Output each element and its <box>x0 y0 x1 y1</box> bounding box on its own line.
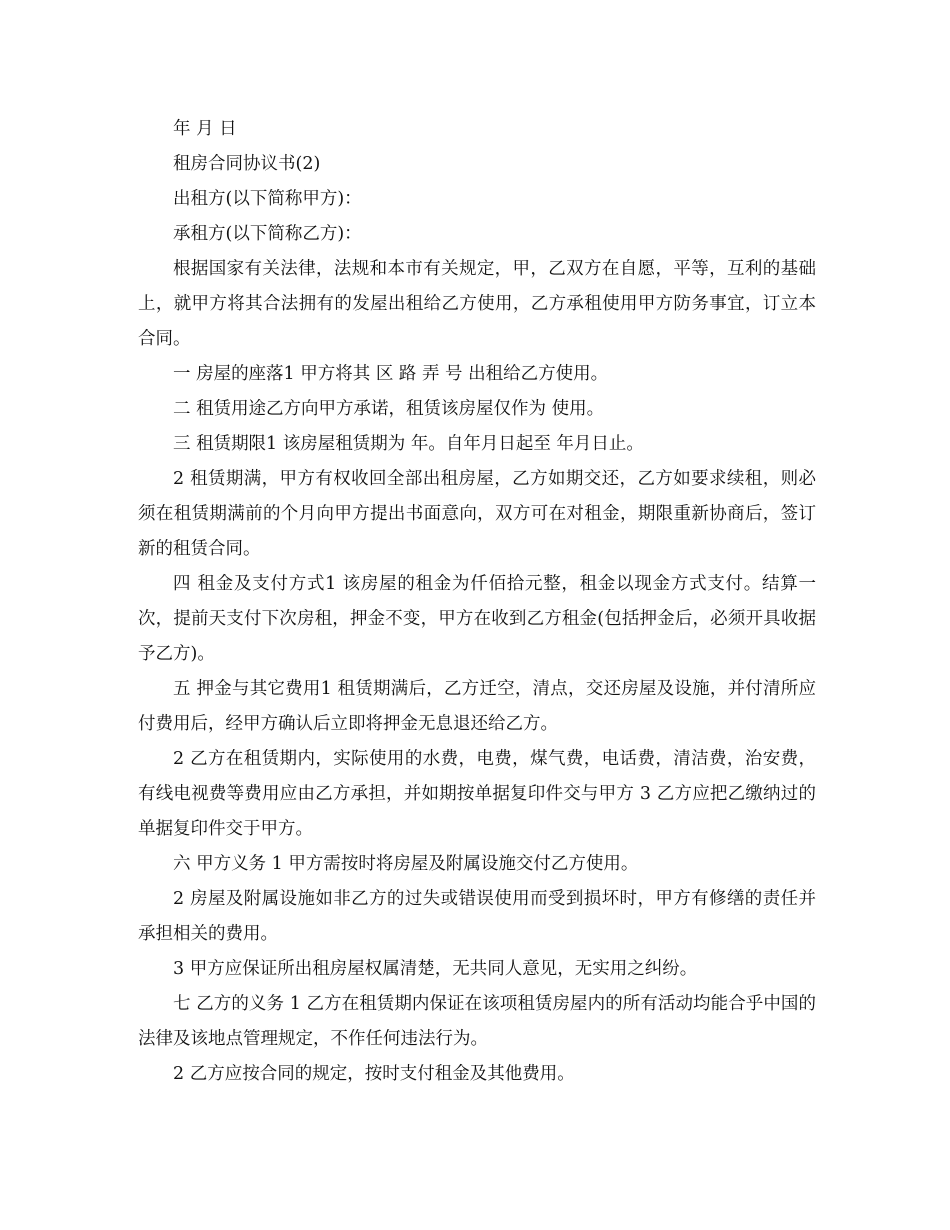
clause-5-utilities: 2 乙方在租赁期内，实际使用的水费，电费，煤气费，电话费，清洁费，治安费，有线电视费等费用应由乙方承担，并如期按单据复印件交与甲方 3 乙方应把乙缴纳过的单据复印件交于甲方。 <box>138 749 816 839</box>
clause-3-renewal: 2 租赁期满，甲方有权收回全部出租房屋，乙方如期交还，乙方如要求续租，则必须在租赁期满前的个月向甲方提出书面意向，双方可在对租金，期限重新协商后，签订新的租赁合同。 <box>138 469 816 559</box>
document-page <box>138 112 816 1092</box>
clause-7-lessee-duty-1: 七 乙方的义务 1 乙方在租赁期内保证在该项租赁房屋内的所有活动均能合乎中国的法律及该地点管理规定，不作任何违法行为。 <box>138 994 816 1049</box>
clause-6-lessor-duty-3: 3 甲方应保证所出租房屋权属清楚，无共同人意见，无实用之纠纷。 <box>173 959 698 979</box>
clause-5-deposit: 五 押金与其它费用1 租赁期满后，乙方迁空，清点，交还房屋及设施，并付清所应付费用后，经甲方确认后立即将押金无息退还给乙方。 <box>138 679 816 734</box>
clause-4-rent-payment: 四 租金及支付方式1 该房屋的租金为仟佰拾元整，租金以现金方式支付。结算一次，提前天支付下次房租，押金不变，甲方在收到乙方租金(包括押金后，必须开具收据予乙方)。 <box>138 574 816 664</box>
preamble-paragraph: 根据国家有关法律，法规和本市有关规定，甲，乙双方在自愿，平等，互利的基础上，就甲方将其合法拥有的发屋出租给乙方使用，乙方承租使用甲方防务事宜，订立本合同。 <box>138 259 816 349</box>
date-line: 年 月 日 <box>173 119 237 139</box>
clause-3-term: 三 租赁期限1 该房屋租赁期为 年。自年月日起至 年月日止。 <box>173 434 644 454</box>
clause-7-lessee-duty-2: 2 乙方应按合同的规定，按时支付租金及其他费用。 <box>173 1064 575 1084</box>
document-title: 租房合同协议书(2) <box>173 154 321 174</box>
clause-6-lessor-duty-2: 2 房屋及附属设施如非乙方的过失或错误使用而受到损坏时，甲方有修缮的责任并承担相关的费用。 <box>138 889 816 944</box>
clause-1-location: 一 房屋的座落1 甲方将其 区 路 弄 号 出租给乙方使用。 <box>173 364 609 384</box>
lessor-line: 出租方(以下简称甲方)： <box>173 189 362 209</box>
clause-2-purpose: 二 租赁用途乙方向甲方承诺，租赁该房屋仅作为 使用。 <box>173 399 605 419</box>
clause-6-lessor-duty-1: 六 甲方义务 1 甲方需按时将房屋及附属设施交付乙方使用。 <box>173 854 639 874</box>
lessee-line: 承租方(以下简称乙方)： <box>173 224 362 244</box>
